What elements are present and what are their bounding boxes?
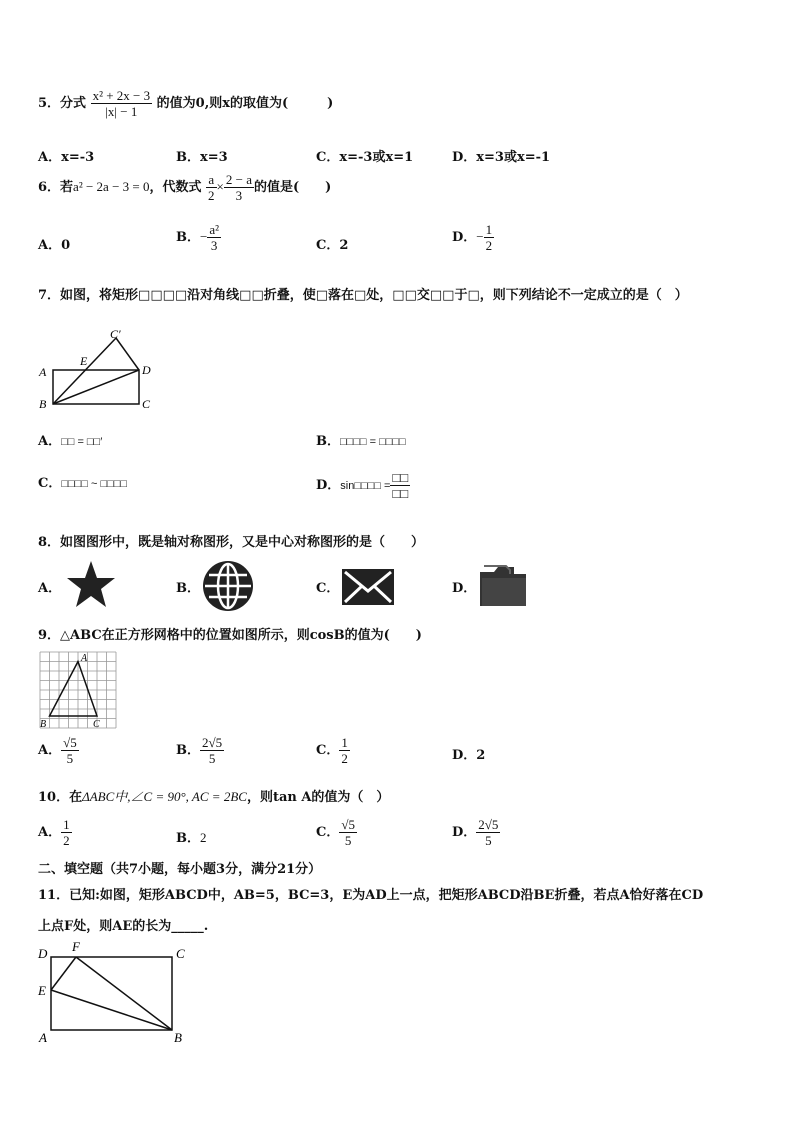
q9-label-b: B bbox=[40, 719, 47, 730]
q11-figure bbox=[36, 940, 194, 1046]
q11-stem-line1: 11．已知:如图，矩形ABCD中，AB=5，BC=3，E为AD上一点，把矩形ABCD沿BE折叠，若点A恰好落在CD bbox=[38, 888, 704, 903]
q5-option-a[interactable]: A．x=-3 bbox=[38, 150, 95, 165]
q11-label-b: B bbox=[174, 1030, 182, 1045]
q10-option-c[interactable]: C． $\frac{√5}{5}$ bbox=[316, 817, 355, 848]
q11-label-a: A bbox=[39, 1030, 47, 1045]
q11-label-f: F bbox=[72, 940, 80, 954]
q7-diagonal-bd bbox=[53, 370, 139, 404]
q5-option-d[interactable]: D．x=3或x=-1 bbox=[452, 150, 551, 165]
q11-label-c: C bbox=[176, 946, 185, 961]
q5-option-c[interactable]: C．x=-3或x=1 bbox=[316, 150, 414, 165]
q10-option-b[interactable]: B．2 bbox=[176, 830, 207, 846]
q8-option-d[interactable]: D． bbox=[452, 581, 477, 596]
q6-option-b[interactable]: B．− $\frac{\text{a²}}{3}$ bbox=[176, 222, 220, 253]
folder-icon bbox=[476, 562, 530, 610]
q5-suffix: 的值为0,则x的取值为( ) bbox=[156, 96, 334, 111]
q7-option-d[interactable]: D．sin□□□□ = $\frac{□□}{□□}$ bbox=[316, 470, 409, 501]
q11-rectangle bbox=[51, 957, 172, 1030]
q7-option-c[interactable]: C．□□□□ ~ □□□□ bbox=[38, 476, 128, 491]
q10-option-a[interactable]: A． $\frac{1}{2}$ bbox=[38, 817, 70, 848]
q7-label-a: A bbox=[39, 365, 47, 379]
q6-option-c[interactable]: C．2 bbox=[316, 238, 349, 253]
q5-stem bbox=[38, 88, 333, 119]
q7-label-b: B bbox=[39, 397, 47, 411]
q8-option-b[interactable]: B． bbox=[176, 581, 200, 596]
q7-figure bbox=[36, 326, 166, 414]
q5-denominator: |x| − 1 bbox=[105, 104, 138, 119]
q9-stem: 9．△ABC在正方形网格中的位置如图所示，则cosB的值为( ) bbox=[38, 628, 422, 643]
section2-title: 二、填空题（共7小题，每小题3分，满分21分） bbox=[38, 862, 322, 877]
q9-option-d[interactable]: D．2 bbox=[452, 748, 486, 763]
q6-fraction-1: $\frac{a}{2}$ bbox=[208, 172, 215, 203]
q5-numerator: x² + 2x − 3 bbox=[92, 88, 151, 103]
q10-option-d[interactable]: D． $\frac{2√5}{5}$ bbox=[452, 817, 499, 848]
q7-label-c: C bbox=[142, 397, 151, 411]
q6-option-d[interactable]: D．− $\frac{1}{2}$ bbox=[452, 222, 493, 253]
q8-stem: 8．如图图形中，既是轴对称图形，又是中心对称图形的是（ ） bbox=[38, 535, 425, 550]
q8-option-a[interactable]: A． bbox=[38, 581, 62, 596]
q7-label-d: D bbox=[142, 363, 151, 377]
q7-label-cp: C′ bbox=[110, 327, 121, 341]
q7-stem: 7．如图，将矩形□□□□沿对角线□□折叠，使□落在□处，□□交□□于□，则下列结论不一定成立的是（ ） bbox=[38, 288, 688, 303]
q7-label-e: E bbox=[80, 354, 88, 368]
q9-label-c: C bbox=[93, 719, 100, 730]
q5-prefix: 5．分式 bbox=[38, 96, 87, 111]
q7-option-b[interactable]: B．□□□□ = □□□□ bbox=[316, 434, 406, 449]
envelope-icon bbox=[340, 567, 396, 607]
star-icon bbox=[64, 558, 118, 612]
q7-fold-cd bbox=[116, 338, 139, 370]
q11-line-ef bbox=[51, 957, 76, 990]
q11-line-fb bbox=[76, 957, 172, 1030]
q11-stem-line2: 上点F处，则AE的长为_____. bbox=[38, 919, 209, 934]
q9-label-a: A bbox=[81, 653, 88, 664]
q8-option-c[interactable]: C． bbox=[316, 581, 340, 596]
q6-stem: 6．若a² − 2a − 3 = 0，代数式 $\frac{a}{2}$ × $\frac{2 - a}{3}$ 的值是( ) bbox=[38, 172, 332, 203]
q6-condition: a² − 2a − 3 = 0 bbox=[73, 179, 150, 194]
q10-stem: 10．在ΔABC中,∠C = 90°, AC = 2BC，则tan A的值为（ ） bbox=[38, 789, 390, 805]
q6-option-a[interactable]: A．0 bbox=[38, 238, 71, 253]
q9-option-c[interactable]: C． $\frac{1}{2}$ bbox=[316, 735, 348, 766]
q11-label-e: E bbox=[38, 983, 46, 998]
q9-grid-figure bbox=[38, 650, 120, 730]
q11-label-d: D bbox=[38, 946, 48, 961]
q9-option-b[interactable]: B． $\frac{2√5}{5}$ bbox=[176, 735, 223, 766]
q7-fold-bc bbox=[53, 338, 116, 404]
q9-triangle bbox=[50, 662, 98, 717]
q5-option-b[interactable]: B．x=3 bbox=[176, 150, 228, 165]
q9-option-a[interactable]: A． $\frac{√5}{5}$ bbox=[38, 735, 77, 766]
q6-fraction-2: $\frac{2 - a}{3}$ bbox=[225, 172, 252, 203]
globe-icon bbox=[200, 558, 256, 614]
q11-line-eb bbox=[51, 990, 172, 1030]
q5-fraction bbox=[91, 88, 153, 119]
q7-option-a[interactable]: A．□□ = □□′ bbox=[38, 434, 103, 449]
